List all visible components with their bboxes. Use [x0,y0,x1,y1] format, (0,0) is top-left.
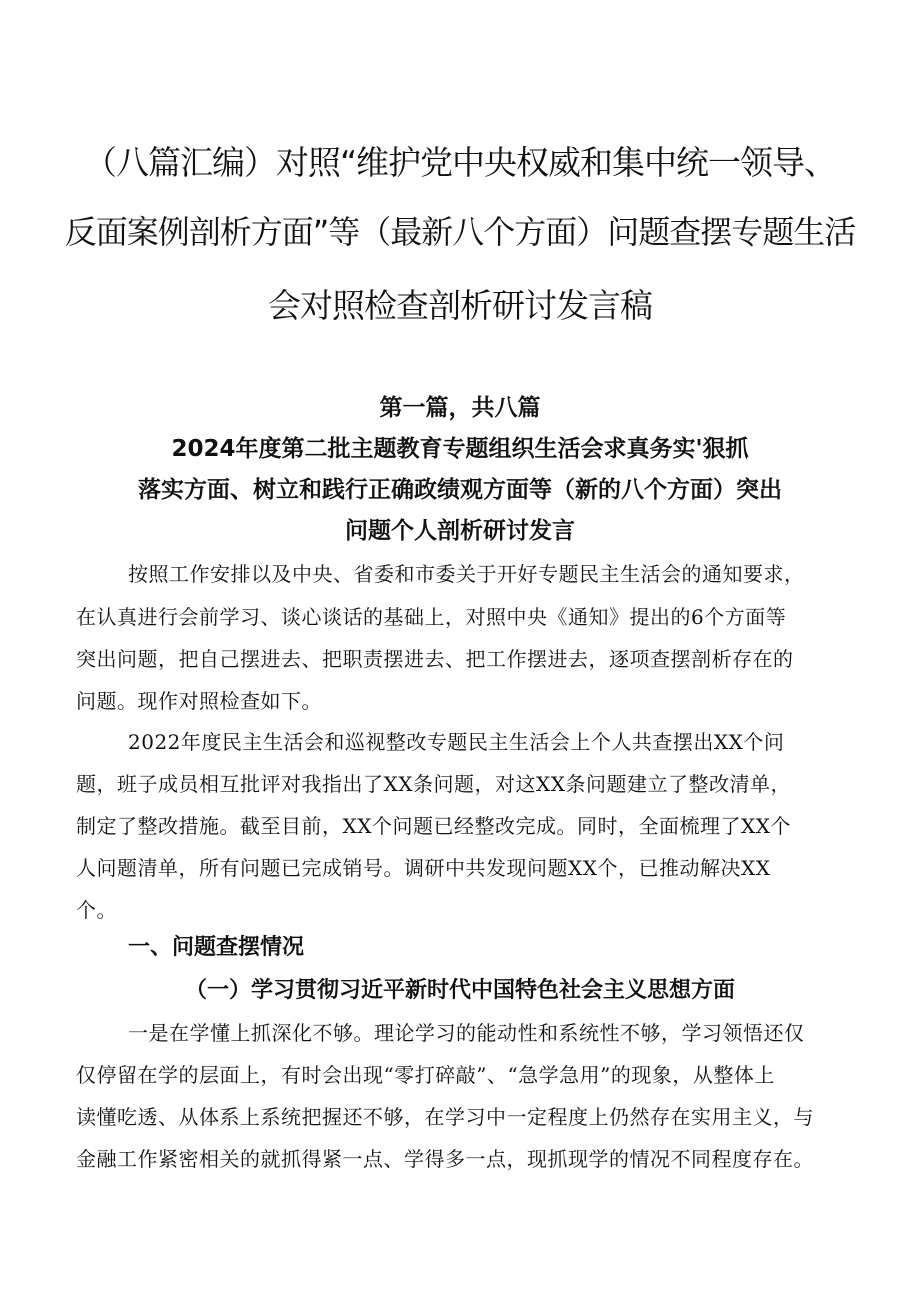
paragraph-3-line: 金融工作紧密相关的就抓得紧一点、学得多一点，现抓现学的情况不同程度存在。 [76,1147,814,1171]
paragraph-1-line: 在认真进行会前学习、谈心谈话的基础上，对照中央《通知》提出的6个方面等 [76,605,787,629]
paragraph-2-line: 人问题清单，所有问题已完成销号。调研中共发现问题XX个，已推动解决XX [76,856,771,880]
subtitle-line-2: 落实方面、树立和践行正确政绩观方面等（新的八个方面）突出 [138,477,782,503]
paragraph-1-line: 按照工作安排以及中央、省委和市委关于开好专题民主生活会的通知要求， [128,562,805,586]
paragraph-3-line: 一是在学懂上抓深化不够。理论学习的能动性和系统性不够，学习领悟还仅 [128,1021,805,1045]
paragraph-3-line: 仅停留在学的层面上，有时会出现“零打碎敲”、“急学急用”的现象，从整体上 [76,1063,775,1087]
paragraph-1-line: 突出问题，把自己摆进去、把职责摆进去、把工作摆进去，逐项查摆剖析存在的 [76,647,794,671]
title-line-3: 会对照检查剖析研讨发言稿 [268,286,652,325]
paragraph-3-line: 读懂吃透、从体系上系统把握还不够，在学习中一定程度上仍然存在实用主义，与 [76,1105,814,1129]
part-indicator: 第一篇，共八篇 [379,395,541,421]
section-subheading: （一）学习贯彻习近平新时代中国特色社会主义思想方面 [184,978,735,1003]
paragraph-2-line: 2022年度民主生活会和巡视整改专题民主生活会上个人共查摆出XX个问 [128,730,785,754]
paragraph-2-line: 题，班子成员相互批评对我指出了XX条问题，对这XX条问题建立了整改清单， [76,772,791,796]
subtitle-line-1: 2024年度第二批主题教育专题组织生活会求真务实'狠抓 [171,436,749,462]
section-heading: 一、问题查摆情况 [128,935,305,960]
paragraph-2-line: 制定了整改措施。截至目前，XX个问题已经整改完成。同时，全面梳理了XX个 [76,814,791,838]
paragraph-1-line: 问题。现作对照检查如下。 [76,689,322,713]
title-line-2: 反面案例剖析方面”等（最新八个方面）问题查摆专题生活 [64,213,856,251]
subtitle-line-3: 问题个人剖析研讨发言 [345,518,575,544]
paragraph-2-line: 个。 [76,898,117,922]
title-line-1: （八篇汇编）对照“维护党中央权威和集中统一领导、 [83,143,837,182]
